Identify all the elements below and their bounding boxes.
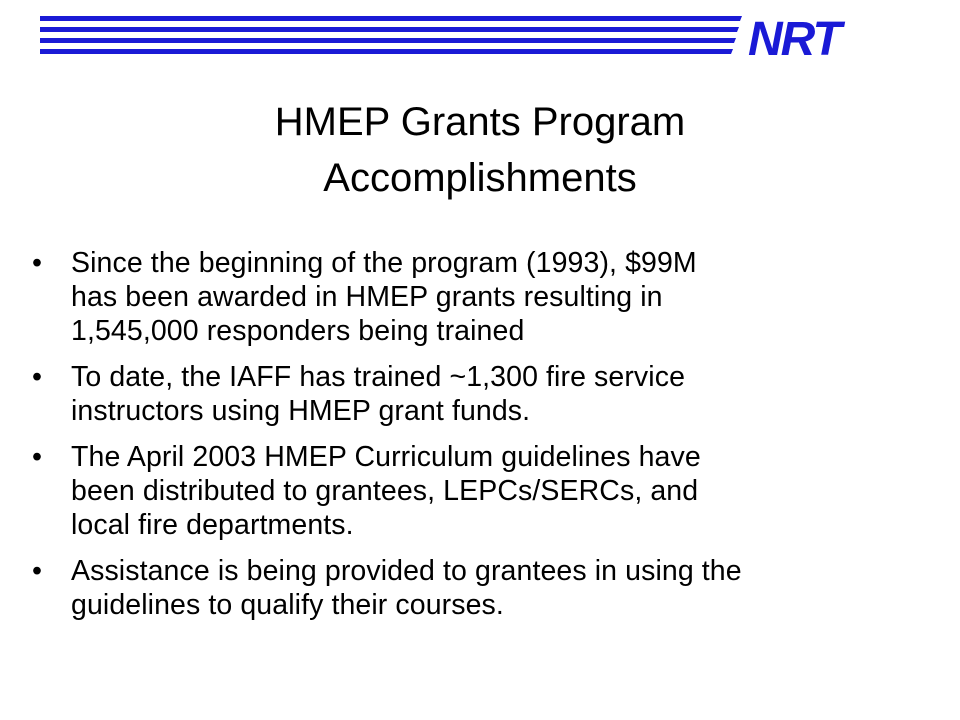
header-stripe-4 xyxy=(40,49,733,54)
title-line-1: HMEP Grants Program xyxy=(274,100,686,144)
bullet-item xyxy=(24,360,949,428)
bullet-line: guidelines to qualify their courses. xyxy=(71,589,504,621)
bullet-line: Since the beginning of the program (1993), $99M xyxy=(71,247,697,279)
bullet-item xyxy=(24,440,949,542)
bullet-list xyxy=(24,246,949,634)
bullet-dot-icon: • xyxy=(32,555,43,587)
header-stripes-graphic xyxy=(0,0,960,70)
nrt-logo: NRT xyxy=(748,13,840,66)
bullet-item xyxy=(24,554,949,622)
bullet-line: been distributed to grantees, LEPCs/SERCs, and xyxy=(71,475,699,507)
bullet-line: has been awarded in HMEP grants resulting in xyxy=(71,281,663,313)
bullet-dot-icon: • xyxy=(32,361,43,393)
bullet-line: local fire departments. xyxy=(71,509,354,541)
bullet-dot-icon: • xyxy=(32,441,43,473)
bullet-line: instructors using HMEP grant funds. xyxy=(71,395,531,427)
header-stripe-2 xyxy=(40,27,739,32)
bullet-item xyxy=(24,246,949,348)
bullet-line: 1,545,000 responders being trained xyxy=(71,315,525,347)
header-banner xyxy=(0,0,960,70)
bullet-line: The April 2003 HMEP Curriculum guidelines have xyxy=(71,441,701,473)
header-stripe-3 xyxy=(40,38,736,43)
bullet-line: To date, the IAFF has trained ~1,300 fire service xyxy=(71,361,686,393)
bullet-dot-icon: • xyxy=(32,247,43,279)
bullet-line: Assistance is being provided to grantees in using the xyxy=(71,555,742,587)
title-line-2: Accomplishments xyxy=(323,156,637,200)
header-stripe-1 xyxy=(40,16,742,21)
page-title xyxy=(0,94,960,206)
